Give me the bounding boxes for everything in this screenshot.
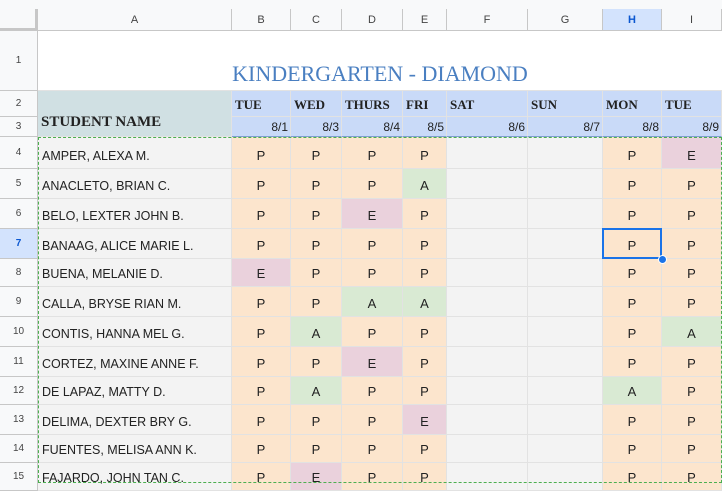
attendance-cell[interactable]: P: [342, 259, 403, 287]
attendance-cell[interactable]: E: [291, 463, 342, 491]
student-name-cell[interactable]: DELIMA, DEXTER BRY G.: [38, 405, 232, 435]
attendance-cell[interactable]: P: [403, 377, 447, 405]
attendance-cell[interactable]: P: [662, 435, 722, 463]
attendance-cell[interactable]: P: [662, 169, 722, 199]
date-header[interactable]: 8/6: [447, 117, 528, 137]
attendance-cell[interactable]: P: [403, 229, 447, 259]
day-header[interactable]: TUE: [662, 91, 722, 117]
attendance-cell[interactable]: [447, 137, 528, 169]
attendance-cell[interactable]: P: [342, 405, 403, 435]
attendance-cell[interactable]: P: [403, 347, 447, 377]
attendance-cell[interactable]: [447, 287, 528, 317]
date-header[interactable]: 8/3: [291, 117, 342, 137]
attendance-cell[interactable]: P: [603, 259, 662, 287]
attendance-cell[interactable]: P: [232, 199, 291, 229]
row-header-12[interactable]: 12: [0, 377, 38, 405]
attendance-cell[interactable]: P: [342, 137, 403, 169]
attendance-cell[interactable]: P: [403, 463, 447, 491]
attendance-cell[interactable]: P: [662, 377, 722, 405]
attendance-cell[interactable]: [528, 137, 603, 169]
select-all-corner[interactable]: [0, 9, 38, 31]
date-header[interactable]: 8/4: [342, 117, 403, 137]
row-header-5[interactable]: 5: [0, 169, 38, 199]
attendance-cell[interactable]: P: [232, 137, 291, 169]
attendance-cell[interactable]: [447, 199, 528, 229]
column-header-b[interactable]: B: [232, 9, 291, 31]
row-header-14[interactable]: 14: [0, 435, 38, 463]
attendance-cell[interactable]: P: [662, 347, 722, 377]
day-header[interactable]: MON: [603, 91, 662, 117]
attendance-cell[interactable]: P: [291, 405, 342, 435]
attendance-cell[interactable]: P: [603, 347, 662, 377]
row-header-15[interactable]: 15: [0, 463, 38, 491]
column-header-i[interactable]: I: [662, 9, 722, 31]
attendance-cell[interactable]: P: [291, 287, 342, 317]
student-name-cell[interactable]: DE LAPAZ, MATTY D.: [38, 377, 232, 405]
attendance-cell[interactable]: P: [342, 229, 403, 259]
attendance-cell[interactable]: P: [291, 259, 342, 287]
student-name-cell[interactable]: FAJARDO, JOHN TAN C.: [38, 463, 232, 491]
attendance-cell[interactable]: [528, 259, 603, 287]
student-name-cell[interactable]: CALLA, BRYSE RIAN M.: [38, 287, 232, 317]
attendance-cell[interactable]: P: [342, 169, 403, 199]
attendance-cell[interactable]: P: [662, 259, 722, 287]
attendance-cell[interactable]: [447, 463, 528, 491]
attendance-cell[interactable]: P: [603, 229, 662, 259]
student-name-cell[interactable]: ANACLETO, BRIAN C.: [38, 169, 232, 199]
day-header[interactable]: TUE: [232, 91, 291, 117]
student-name-cell[interactable]: FUENTES, MELISA ANN K.: [38, 435, 232, 463]
attendance-cell[interactable]: P: [342, 463, 403, 491]
row-header-6[interactable]: 6: [0, 199, 38, 229]
attendance-cell[interactable]: P: [603, 317, 662, 347]
date-header[interactable]: 8/7: [528, 117, 603, 137]
attendance-cell[interactable]: A: [291, 377, 342, 405]
attendance-cell[interactable]: A: [342, 287, 403, 317]
attendance-cell[interactable]: E: [342, 347, 403, 377]
column-header-c[interactable]: C: [291, 9, 342, 31]
attendance-cell[interactable]: P: [232, 169, 291, 199]
attendance-cell[interactable]: [447, 347, 528, 377]
row-header-13[interactable]: 13: [0, 405, 38, 435]
attendance-cell[interactable]: P: [232, 377, 291, 405]
attendance-cell[interactable]: [447, 259, 528, 287]
row-header-11[interactable]: 11: [0, 347, 38, 377]
day-header[interactable]: SUN: [528, 91, 603, 117]
attendance-cell[interactable]: P: [232, 317, 291, 347]
day-header[interactable]: WED: [291, 91, 342, 117]
fill-handle[interactable]: [658, 255, 667, 264]
attendance-cell[interactable]: P: [603, 463, 662, 491]
attendance-cell[interactable]: [447, 435, 528, 463]
row-header-7[interactable]: 7: [0, 229, 38, 259]
attendance-cell[interactable]: [447, 377, 528, 405]
day-header[interactable]: THURS: [342, 91, 403, 117]
attendance-cell[interactable]: P: [342, 377, 403, 405]
student-name-cell[interactable]: BUENA, MELANIE D.: [38, 259, 232, 287]
attendance-cell[interactable]: P: [403, 317, 447, 347]
attendance-cell[interactable]: E: [232, 259, 291, 287]
attendance-cell[interactable]: P: [662, 229, 722, 259]
row-header-8[interactable]: 8: [0, 259, 38, 287]
attendance-cell[interactable]: [528, 347, 603, 377]
attendance-cell[interactable]: P: [403, 137, 447, 169]
column-header-g[interactable]: G: [528, 9, 603, 31]
day-header[interactable]: FRI: [403, 91, 447, 117]
column-header-d[interactable]: D: [342, 9, 403, 31]
attendance-cell[interactable]: P: [662, 287, 722, 317]
attendance-cell[interactable]: [528, 317, 603, 347]
attendance-cell[interactable]: [447, 317, 528, 347]
attendance-cell[interactable]: [528, 287, 603, 317]
attendance-cell[interactable]: A: [603, 377, 662, 405]
row-header-1[interactable]: 1: [0, 31, 38, 91]
attendance-cell[interactable]: P: [662, 199, 722, 229]
attendance-cell[interactable]: P: [291, 229, 342, 259]
column-header-f[interactable]: F: [447, 9, 528, 31]
attendance-cell[interactable]: E: [662, 137, 722, 169]
attendance-cell[interactable]: A: [403, 287, 447, 317]
attendance-cell[interactable]: P: [662, 463, 722, 491]
attendance-cell[interactable]: A: [662, 317, 722, 347]
attendance-cell[interactable]: [447, 229, 528, 259]
student-name-cell[interactable]: AMPER, ALEXA M.: [38, 137, 232, 169]
attendance-cell[interactable]: P: [232, 463, 291, 491]
attendance-cell[interactable]: P: [603, 405, 662, 435]
student-name-cell[interactable]: CONTIS, HANNA MEL G.: [38, 317, 232, 347]
attendance-cell[interactable]: P: [603, 287, 662, 317]
attendance-cell[interactable]: E: [342, 199, 403, 229]
attendance-cell[interactable]: P: [232, 229, 291, 259]
attendance-cell[interactable]: E: [403, 405, 447, 435]
attendance-cell[interactable]: P: [291, 435, 342, 463]
attendance-cell[interactable]: P: [342, 435, 403, 463]
date-header[interactable]: 8/8: [603, 117, 662, 137]
attendance-cell[interactable]: [528, 463, 603, 491]
attendance-cell[interactable]: [528, 169, 603, 199]
row-header-4[interactable]: 4: [0, 137, 38, 169]
attendance-cell[interactable]: P: [291, 137, 342, 169]
attendance-cell[interactable]: [447, 405, 528, 435]
attendance-cell[interactable]: P: [603, 199, 662, 229]
attendance-cell[interactable]: P: [291, 347, 342, 377]
attendance-cell[interactable]: A: [403, 169, 447, 199]
attendance-cell[interactable]: [528, 405, 603, 435]
row-header-2[interactable]: 2: [0, 91, 38, 117]
attendance-cell[interactable]: [528, 377, 603, 405]
attendance-cell[interactable]: P: [603, 137, 662, 169]
column-header-e[interactable]: E: [403, 9, 447, 31]
attendance-cell[interactable]: P: [291, 199, 342, 229]
student-name-cell[interactable]: BANAAG, ALICE MARIE L.: [38, 229, 232, 259]
date-header[interactable]: 8/9: [662, 117, 722, 137]
attendance-cell[interactable]: P: [232, 435, 291, 463]
attendance-cell[interactable]: [447, 169, 528, 199]
attendance-cell[interactable]: P: [603, 169, 662, 199]
attendance-cell[interactable]: P: [662, 405, 722, 435]
attendance-cell[interactable]: P: [232, 287, 291, 317]
attendance-cell[interactable]: A: [291, 317, 342, 347]
student-name-header[interactable]: STUDENT NAME: [38, 91, 232, 137]
column-header-a[interactable]: A: [38, 9, 232, 31]
student-name-cell[interactable]: CORTEZ, MAXINE ANNE F.: [38, 347, 232, 377]
attendance-cell[interactable]: P: [603, 435, 662, 463]
attendance-cell[interactable]: P: [232, 347, 291, 377]
attendance-cell[interactable]: P: [403, 199, 447, 229]
attendance-cell[interactable]: [528, 435, 603, 463]
attendance-cell[interactable]: P: [403, 259, 447, 287]
row-header-10[interactable]: 10: [0, 317, 38, 347]
attendance-cell[interactable]: P: [403, 435, 447, 463]
attendance-cell[interactable]: P: [342, 317, 403, 347]
date-header[interactable]: 8/5: [403, 117, 447, 137]
day-header[interactable]: SAT: [447, 91, 528, 117]
row-header-3[interactable]: 3: [0, 117, 38, 137]
date-header[interactable]: 8/1: [232, 117, 291, 137]
attendance-cell[interactable]: [528, 199, 603, 229]
student-name-cell[interactable]: BELO, LEXTER JOHN B.: [38, 199, 232, 229]
attendance-cell[interactable]: P: [291, 169, 342, 199]
attendance-cell[interactable]: P: [232, 405, 291, 435]
column-header-h[interactable]: H: [603, 9, 662, 31]
sheet-title: KINDERGARTEN - DIAMOND: [38, 31, 722, 91]
row-header-9[interactable]: 9: [0, 287, 38, 317]
attendance-cell[interactable]: [528, 229, 603, 259]
